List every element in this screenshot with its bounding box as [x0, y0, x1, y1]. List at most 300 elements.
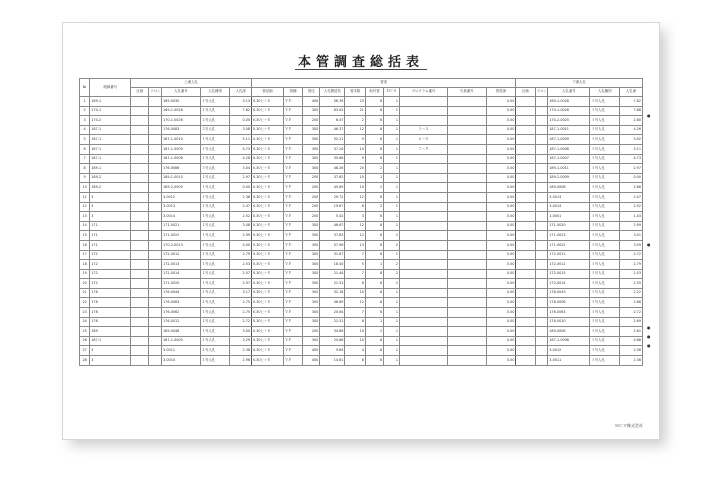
cell-dia: 300: [303, 308, 320, 318]
table-row: [80, 308, 643, 318]
cell-up-depth: 3.00: [230, 327, 252, 337]
cell-up-no: 187-1-0010: [162, 135, 201, 145]
cell-kind: ＶＰ: [283, 308, 302, 318]
table-row: [80, 212, 643, 222]
cell-size: 0.30ヒ＋Ｅ: [252, 144, 284, 154]
cell-empty: [131, 260, 149, 270]
cell-id: 3: [90, 192, 131, 202]
cell-empty: [535, 298, 548, 308]
cell-id: 172: [90, 279, 131, 289]
cell-depth: 0.00: [486, 308, 516, 318]
cell-cnt: 10: [345, 327, 366, 337]
cell-dcs: 1: [384, 125, 400, 135]
cell-empty: [516, 183, 535, 193]
cell-kind: ＶＰ: [283, 317, 302, 327]
cell-lo-depth: 4.73: [620, 154, 643, 164]
cell-cnt: 21: [345, 106, 366, 116]
table-row: [80, 260, 643, 270]
col-header: ＤＣＳ: [384, 88, 400, 97]
cell-up-kind: １号人孔: [200, 240, 230, 250]
cell-no: 10: [80, 183, 90, 193]
cell-lo-no: 170-1-0026: [548, 106, 590, 116]
cell-dcs: 2: [384, 260, 400, 270]
cell-photo: [447, 240, 486, 250]
cell-empty: [149, 298, 162, 308]
cell-depth: 0.00: [486, 183, 516, 193]
cell-lo-no: 189-1-0011: [548, 164, 590, 174]
cell-empty: [131, 288, 149, 298]
cell-lo-depth: 2.69: [620, 317, 643, 327]
cell-photo: [447, 356, 486, 366]
cell-depth: 0.00: [486, 154, 516, 164]
cell-lo-kind: １号人孔: [590, 336, 620, 346]
cell-up-kind: ３号人孔: [200, 125, 230, 135]
cell-empty: [131, 144, 149, 154]
cell-kind: ＶＰ: [283, 336, 302, 346]
table-row: [80, 164, 643, 174]
cell-lo-no: 176-0006: [548, 298, 590, 308]
cell-up-no: 170-2-0013: [162, 240, 201, 250]
cell-lo-kind: １号人孔: [590, 125, 620, 135]
cell-lo-kind: １号人孔: [590, 135, 620, 145]
cell-empty: [535, 336, 548, 346]
cell-dia: 300: [303, 250, 320, 260]
cell-att: 1: [365, 173, 383, 183]
cell-up-depth: 0.00: [230, 240, 252, 250]
cell-att: 8: [365, 125, 383, 135]
cell-empty: [149, 212, 162, 222]
cell-lo-depth: 1.43: [620, 212, 643, 222]
cell-kind: ＶＰ: [283, 240, 302, 250]
cell-prog: [400, 279, 448, 289]
cell-empty: [149, 308, 162, 318]
table-row: [80, 346, 643, 356]
cell-id: 3: [90, 356, 131, 366]
cell-id: 172: [90, 260, 131, 270]
table-row: [80, 327, 643, 337]
cell-empty: [535, 250, 548, 260]
cell-empty: [535, 202, 548, 212]
cell-att: 8: [365, 250, 383, 260]
cell-len: 37.24: [320, 144, 345, 154]
cell-id: 170-2: [90, 116, 131, 126]
cell-no: 25: [80, 327, 90, 337]
cell-no: 19: [80, 269, 90, 279]
cell-empty: [131, 221, 149, 231]
cell-dcs: 2: [384, 231, 400, 241]
document-page: [62, 22, 660, 440]
cell-no: 7: [80, 154, 90, 164]
cell-photo: [447, 308, 486, 318]
cell-prog: [400, 173, 448, 183]
cell-up-no: 176-0083: [162, 125, 201, 135]
cell-dia: 300: [303, 135, 320, 145]
cell-id: 172: [90, 250, 131, 260]
cell-up-depth: 2.72: [230, 317, 252, 327]
cell-depth: 0.00: [486, 288, 516, 298]
cell-empty: [149, 116, 162, 126]
cell-dcs: 1: [384, 336, 400, 346]
cell-empty: [149, 144, 162, 154]
cell-prog: １～５: [400, 125, 448, 135]
cell-size: 0.30ヒ＋Ｅ: [252, 260, 284, 270]
row-marker: ●: [647, 343, 651, 348]
table-row: [80, 154, 643, 164]
cell-prog: [400, 250, 448, 260]
cell-len: 21.51: [320, 317, 345, 327]
cell-lo-kind: １号人孔: [590, 279, 620, 289]
cell-depth: 0.00: [486, 356, 516, 366]
page-title: 本管調査総括表: [297, 55, 424, 70]
cell-up-depth: 5.11: [230, 135, 252, 145]
col-header: 人孔種別: [200, 88, 230, 97]
cell-empty: [149, 250, 162, 260]
cell-depth: 0.00: [486, 327, 516, 337]
cell-depth: 0.00: [486, 173, 516, 183]
cell-lo-depth: 2.52: [620, 202, 643, 212]
cell-kind: ＶＰ: [283, 125, 302, 135]
cell-size: 0.30ヒ＋Ｅ: [252, 336, 284, 346]
cell-len: 14.61: [320, 356, 345, 366]
cell-len: 9.64: [320, 346, 345, 356]
cell-cnt: 20: [345, 164, 366, 174]
cell-prog: [400, 260, 448, 270]
cell-empty: [516, 336, 535, 346]
cell-photo: [447, 164, 486, 174]
cell-up-no: 176-0062: [162, 308, 201, 318]
table-row: [80, 97, 643, 107]
cell-empty: [149, 260, 162, 270]
cell-empty: [516, 231, 535, 241]
col-header: 管径: [303, 88, 320, 97]
cell-lo-kind: １号人孔: [590, 116, 620, 126]
cell-kind: ＶＰ: [283, 164, 302, 174]
cell-id: 169-1: [90, 97, 131, 107]
cell-prog: [400, 164, 448, 174]
cell-lo-kind: １号人孔: [590, 231, 620, 241]
cell-cnt: 7: [345, 269, 366, 279]
cell-kind: ＶＰ: [283, 279, 302, 289]
cell-att: 2: [365, 164, 383, 174]
cell-empty: [516, 356, 535, 366]
cell-up-kind: １号人孔: [200, 154, 230, 164]
cell-up-kind: １号人孔: [200, 279, 230, 289]
cell-len: 57.96: [320, 240, 345, 250]
cell-up-no: 176-0044: [162, 288, 201, 298]
cell-lo-depth: 2.36: [620, 356, 643, 366]
cell-no: 11: [80, 192, 90, 202]
cell-size: 0.30ヒ＋Ｅ: [252, 173, 284, 183]
cell-id: 176: [90, 308, 131, 318]
col-header-no: №: [80, 79, 90, 97]
row-marker: ●: [647, 241, 651, 247]
cell-dcs: 1: [384, 97, 400, 107]
cell-empty: [535, 269, 548, 279]
cell-depth: 0.00: [486, 144, 516, 154]
cell-lo-kind: １号人孔: [590, 173, 620, 183]
cell-cnt: 9: [345, 135, 366, 145]
cell-up-depth: 4.73: [230, 144, 252, 154]
cell-up-no: 176-0086: [162, 164, 201, 174]
cell-cnt: 3: [345, 212, 366, 222]
cell-up-kind: １号人孔: [200, 221, 230, 231]
cell-empty: [516, 221, 535, 231]
cell-att: 8: [365, 116, 383, 126]
cell-att: 8: [365, 336, 383, 346]
cell-photo: [447, 212, 486, 222]
cell-size: 0.30ヒ＋Ｅ: [252, 154, 284, 164]
cell-up-no: 176-0063: [162, 298, 201, 308]
cell-empty: [535, 346, 548, 356]
cell-id: 189-2: [90, 183, 131, 193]
cell-lo-no: 187-1-0007: [548, 154, 590, 164]
cell-empty: [535, 116, 548, 126]
cell-empty: [535, 231, 548, 241]
cell-dcs: 1: [384, 164, 400, 174]
cell-empty: [516, 308, 535, 318]
cell-empty: [535, 154, 548, 164]
cell-lo-depth: 4.26: [620, 125, 643, 135]
cell-depth: 0.00: [486, 135, 516, 145]
cell-photo: [447, 279, 486, 289]
cell-dcs: 1: [384, 212, 400, 222]
cell-empty: [149, 202, 162, 212]
cell-up-kind: １号人孔: [200, 231, 230, 241]
cell-up-kind: １号人孔: [200, 308, 230, 318]
cell-empty: [149, 154, 162, 164]
cell-lo-kind: １号人孔: [590, 212, 620, 222]
cell-no: 16: [80, 240, 90, 250]
cell-dcs: 1: [384, 327, 400, 337]
cell-id: 189: [90, 327, 131, 337]
cell-dcs: 1: [384, 317, 400, 327]
cell-lo-depth: 5.11: [620, 144, 643, 154]
row-marker: ●: [647, 113, 651, 118]
cell-empty: [535, 183, 548, 193]
cell-up-kind: １号人孔: [200, 144, 230, 154]
cell-empty: [149, 173, 162, 183]
cell-up-kind: １号人孔: [200, 260, 230, 270]
cell-dia: 400: [303, 356, 320, 366]
table-row: [80, 125, 643, 135]
cell-photo: [447, 327, 486, 337]
cell-empty: [131, 308, 149, 318]
cell-dia: 300: [303, 269, 320, 279]
cell-kind: ＶＰ: [283, 173, 302, 183]
cell-empty: [149, 279, 162, 289]
cell-empty: [516, 164, 535, 174]
cell-empty: [131, 154, 149, 164]
cell-id: 189-2: [90, 173, 131, 183]
cell-dia: 300: [303, 231, 320, 241]
cell-kind: ＶＰ: [283, 260, 302, 270]
cell-lo-no: 172-0011: [548, 250, 590, 260]
cell-depth: 0.00: [486, 212, 516, 222]
cell-cnt: 12: [345, 125, 366, 135]
table-row: [80, 144, 643, 154]
cell-depth: 0.00: [486, 231, 516, 241]
cell-kind: ＶＰ: [283, 231, 302, 241]
cell-len: 46.67: [320, 221, 345, 231]
cell-empty: [131, 212, 149, 222]
cell-cnt: 10: [345, 336, 366, 346]
cell-len: 52.21: [320, 135, 345, 145]
cell-empty: [516, 125, 535, 135]
cell-id: 187-1: [90, 336, 131, 346]
col-header: 取付管: [365, 88, 383, 97]
cell-kind: ＶＰ: [283, 298, 302, 308]
cell-lo-kind: １号人孔: [590, 202, 620, 212]
cell-cnt: 7: [345, 308, 366, 318]
cell-cnt: 23: [345, 97, 366, 107]
col-header: 区画: [131, 88, 149, 97]
cell-id: 187-1: [90, 135, 131, 145]
cell-att: 8: [365, 154, 383, 164]
cell-empty: [131, 336, 149, 346]
cell-depth: 0.00: [486, 298, 516, 308]
cell-dia: 200: [303, 202, 320, 212]
cell-dcs: 1: [384, 106, 400, 116]
cell-dia: 400: [303, 346, 320, 356]
cell-kind: ＶＰ: [283, 212, 302, 222]
col-header: 人孔深: [230, 88, 252, 97]
cell-up-no: 169-0030: [162, 97, 201, 107]
cell-dia: 300: [303, 240, 320, 250]
cell-depth: 0.00: [486, 279, 516, 289]
cell-prog: [400, 269, 448, 279]
table-body: [80, 97, 643, 366]
cell-lo-depth: 2.66: [620, 298, 643, 308]
cell-no: 18: [80, 260, 90, 270]
cell-lo-depth: 3.09: [620, 240, 643, 250]
cell-empty: [131, 106, 149, 116]
cell-empty: [149, 317, 162, 327]
cell-up-depth: 2.47: [230, 202, 252, 212]
table-row: [80, 173, 643, 183]
cell-lo-no: 187-1-0011: [548, 125, 590, 135]
cell-prog: [400, 240, 448, 250]
cell-empty: [149, 240, 162, 250]
cell-lo-kind: １号人孔: [590, 269, 620, 279]
cell-up-no: 172-0014: [162, 269, 201, 279]
cell-empty: [131, 279, 149, 289]
cell-depth: 0.00: [486, 106, 516, 116]
cell-photo: [447, 288, 486, 298]
cell-id: 171: [90, 221, 131, 231]
cell-no: 9: [80, 173, 90, 183]
cell-empty: [535, 317, 548, 327]
cell-lo-depth: 2.72: [620, 250, 643, 260]
cell-kind: ＶＰ: [283, 192, 302, 202]
cell-prog: [400, 298, 448, 308]
cell-lo-kind: １号人孔: [590, 356, 620, 366]
cell-empty: [149, 336, 162, 346]
cell-lo-depth: 2.53: [620, 269, 643, 279]
cell-no: 27: [80, 346, 90, 356]
cell-dia: 300: [303, 144, 320, 154]
cell-up-depth: 2.97: [230, 173, 252, 183]
cell-up-kind: １号人孔: [200, 336, 230, 346]
cell-dia: 300: [303, 336, 320, 346]
cell-empty: [516, 97, 535, 107]
cell-cnt: 8: [345, 356, 366, 366]
cell-prog: [400, 154, 448, 164]
cell-prog: [400, 317, 448, 327]
cell-size: 0.30ヒ＋Ｅ: [252, 250, 284, 260]
cell-lo-kind: １号人孔: [590, 346, 620, 356]
cell-empty: [535, 192, 548, 202]
cell-photo: [447, 144, 486, 154]
cell-dia: 300: [303, 221, 320, 231]
cell-len: 46.37: [320, 125, 345, 135]
cell-up-depth: 3.29: [230, 336, 252, 346]
cell-photo: [447, 192, 486, 202]
cell-dcs: 1: [384, 308, 400, 318]
cell-up-no: 172-0013: [162, 260, 201, 270]
cell-att: 2: [365, 202, 383, 212]
cell-cnt: 12: [345, 221, 366, 231]
cell-depth: 0.00: [486, 97, 516, 107]
cell-no: 28: [80, 356, 90, 366]
cell-lo-kind: １号人孔: [590, 327, 620, 337]
cell-empty: [131, 356, 149, 366]
table-row: [80, 116, 643, 126]
cell-kind: ＶＰ: [283, 97, 302, 107]
cell-up-depth: 3.58: [230, 125, 252, 135]
cell-up-no: 3-0014: [162, 212, 201, 222]
cell-kind: ＶＰ: [283, 183, 302, 193]
cell-up-depth: 3.17: [230, 288, 252, 298]
cell-photo: [447, 346, 486, 356]
cell-up-depth: 3.08: [230, 221, 252, 231]
cell-empty: [516, 279, 535, 289]
cell-empty: [516, 173, 535, 183]
cell-kind: ＶＰ: [283, 116, 302, 126]
cell-len: 5.42: [320, 212, 345, 222]
cell-lo-depth: 7.82: [620, 97, 643, 107]
cell-size: 0.30ヒ＋Ｅ: [252, 135, 284, 145]
cell-up-kind: １号人孔: [200, 183, 230, 193]
cell-len: 32.16: [320, 288, 345, 298]
cell-dcs: 1: [384, 202, 400, 212]
cell-empty: [535, 221, 548, 231]
cell-depth: 0.00: [486, 221, 516, 231]
cell-up-depth: 0.00: [230, 116, 252, 126]
cell-dia: 300: [303, 279, 320, 289]
cell-up-no: 176-0012: [162, 317, 201, 327]
cell-len: 46.89: [320, 298, 345, 308]
cell-no: 6: [80, 144, 90, 154]
cell-prog: [400, 346, 448, 356]
cell-id: 3: [90, 212, 131, 222]
cell-up-kind: １号人孔: [200, 269, 230, 279]
cell-no: 24: [80, 317, 90, 327]
cell-dcs: 1: [384, 173, 400, 183]
cell-lo-no: 172-0014: [548, 279, 590, 289]
cell-size: 0.30ヒ＋Ｅ: [252, 317, 284, 327]
cell-cnt: 6: [345, 279, 366, 289]
cell-dcs: 2: [384, 240, 400, 250]
cell-dcs: 1: [384, 221, 400, 231]
cell-empty: [516, 212, 535, 222]
cell-att: 8: [365, 144, 383, 154]
cell-no: 13: [80, 212, 90, 222]
cell-kind: ＶＰ: [283, 346, 302, 356]
cell-dcs: 1: [384, 346, 400, 356]
col-header: ドロン: [535, 88, 548, 97]
cell-kind: ＶＰ: [283, 327, 302, 337]
cell-len: 56.39: [320, 97, 345, 107]
